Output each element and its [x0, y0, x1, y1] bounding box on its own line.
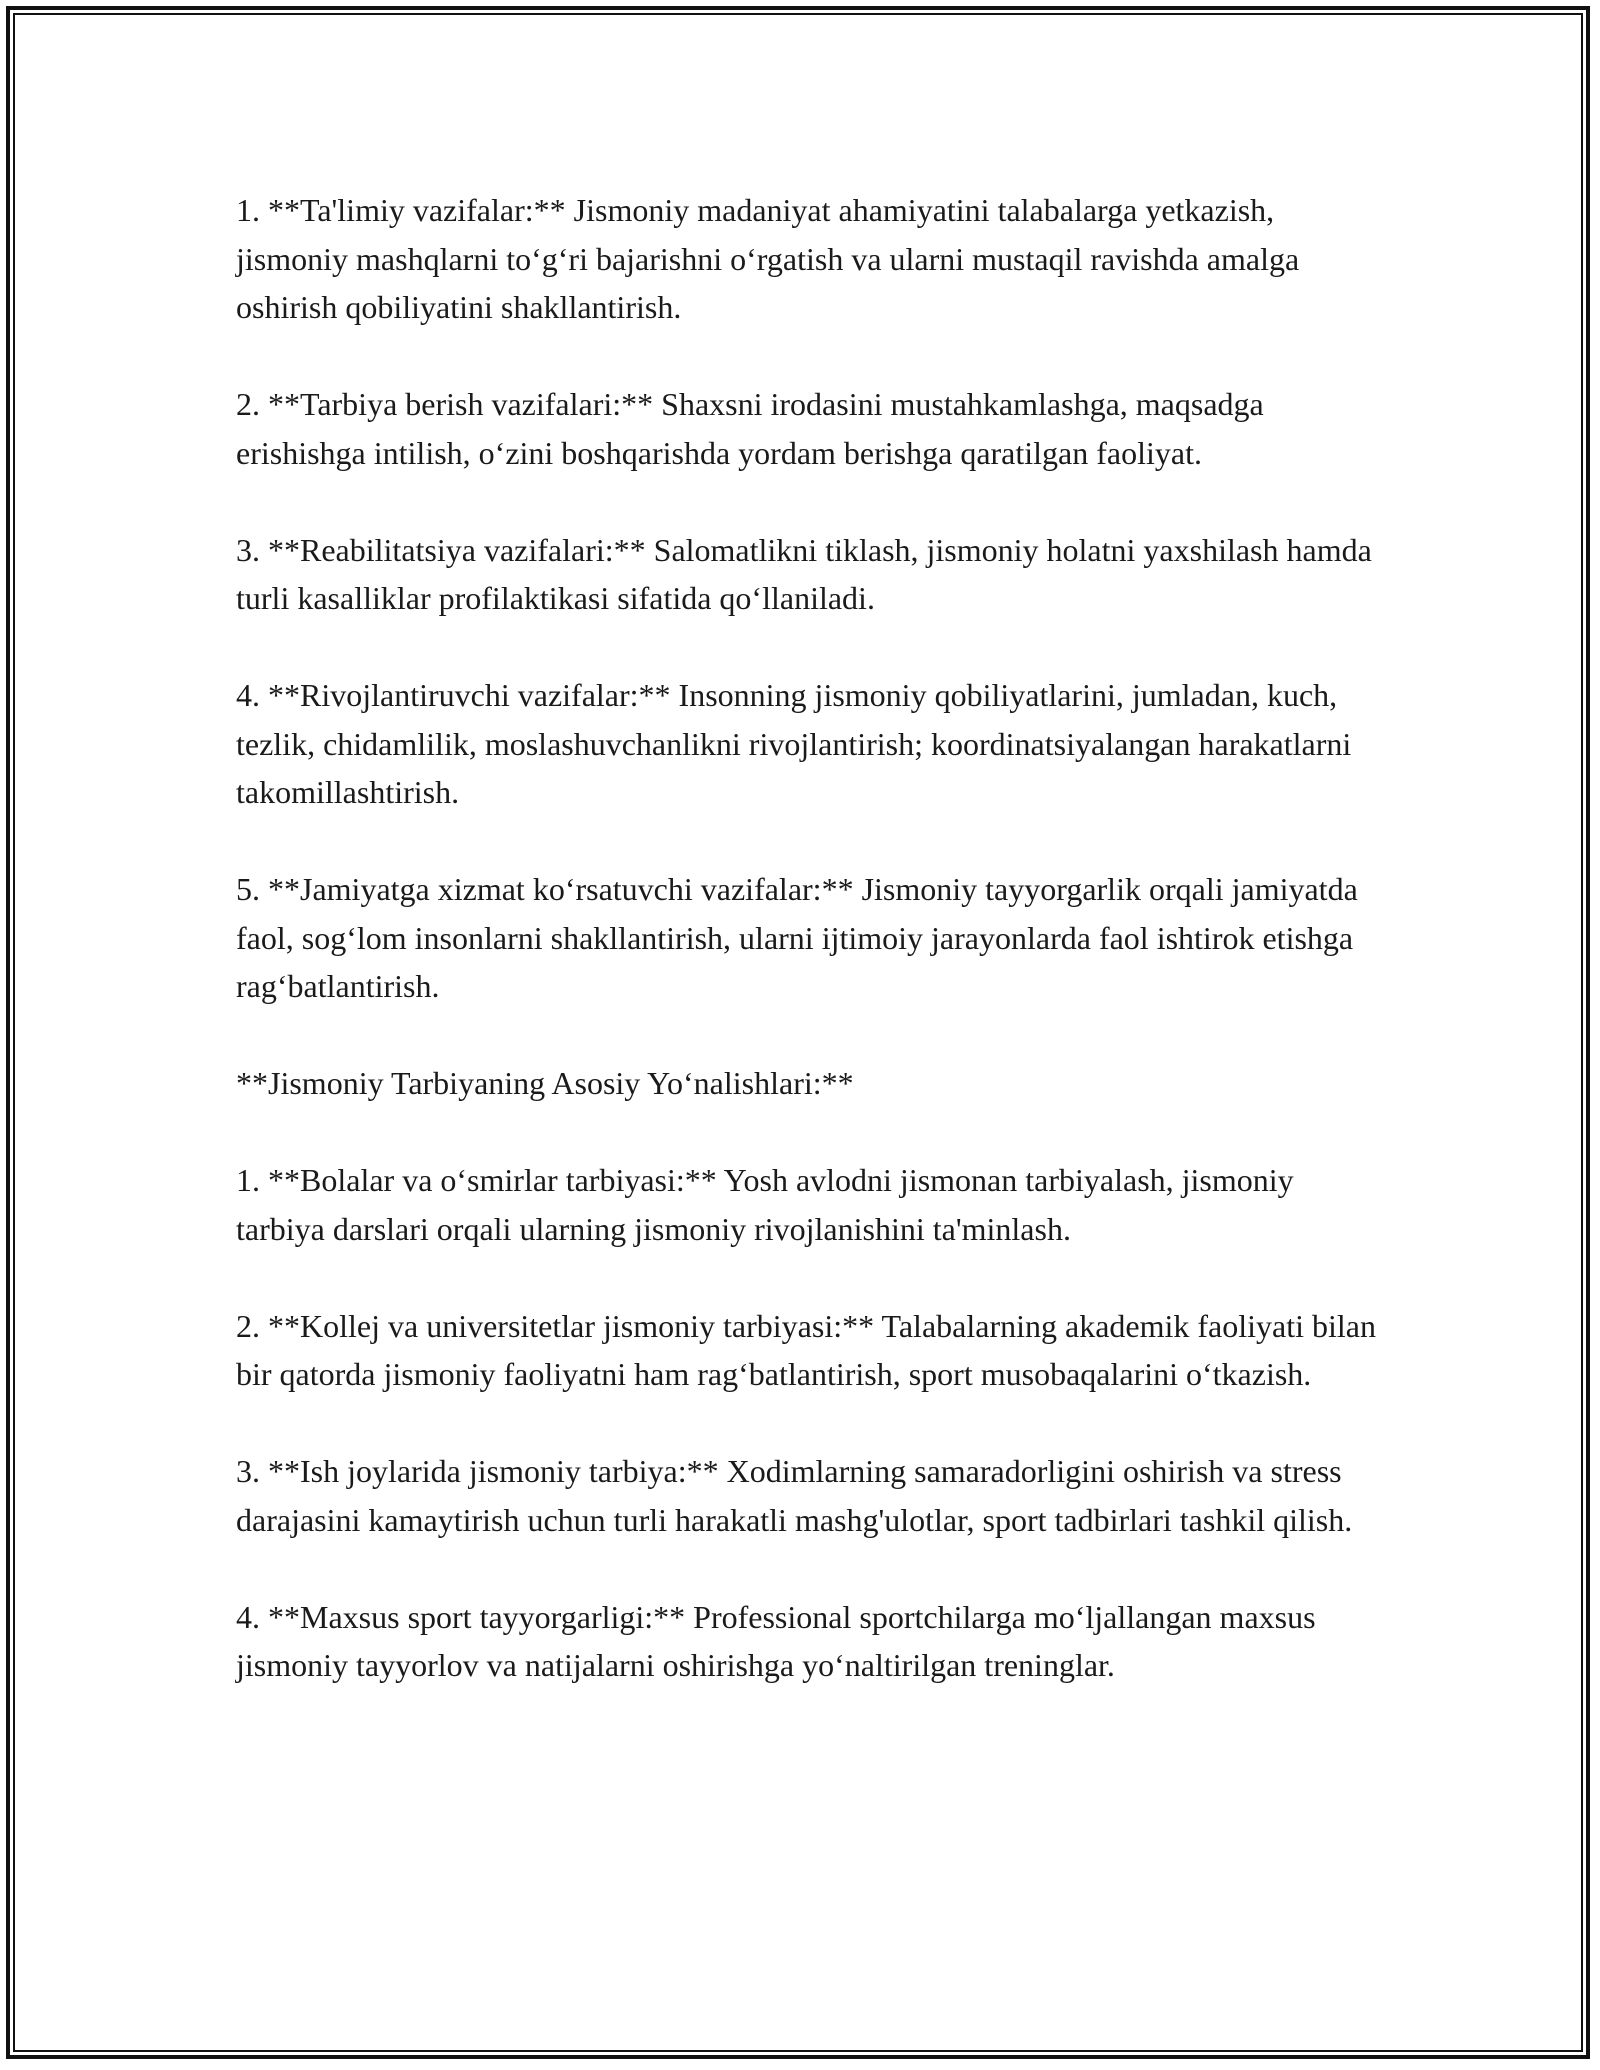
paragraph-talimiy-vazifalar: 1. **Ta'limiy vazifalar:** Jismoniy madaniyat ahamiyatini talabalarga yetkazish, jismoniy mashqlarni to‘g‘ri bajarishni o‘rgatish va ularni mustaqil ravishda amalga oshirish qobiliyatini shakllantirish. — [236, 192, 1300, 325]
paragraph-jamiyatga-xizmat-vazifalar: 5. **Jamiyatga xizmat ko‘rsatuvchi vazifalar:** Jismoniy tayyorgarlik orqali jamiyatda faol, sog‘lom insonlarni shakllantirish, ularni ijtimoiy jarayonlarda faol ishtirok etishga rag‘batlantirish. — [236, 871, 1358, 1004]
paragraph-maxsus-sport: 4. **Maxsus sport tayyorgarligi:** Professional sportchilarga mo‘ljallangan maxsus jismoniy tayyorlov va natijalarni oshirishga yo‘naltirilgan treninglar. — [236, 1598, 1316, 1683]
paragraph-kollej-va-universitetlar: 2. **Kollej va universitetlar jismoniy tarbiyasi:** Talabalarning akademik faoliyati bilan bir qatorda jismoniy faoliyatni ham rag‘batlantirish, sport musobaqalarini o‘tkazish. — [236, 1307, 1376, 1392]
paragraph-bolalar-va-osmirlar: 1. **Bolalar va o‘smirlar tarbiyasi:** Yosh avlodni jismonan tarbiyalash, jismoniy tarbiya darslari orqali ularning jismoniy rivojlanishini ta'minlash. — [236, 1162, 1294, 1247]
paragraph-ish-joylarida: 3. **Ish joylarida jismoniy tarbiya:** Xodimlarning samaradorligini oshirish va stress darajasini kamaytirish uchun turli harakatli mashg'ulotlar, sport tadbirlari tashkil qilish. — [236, 1453, 1353, 1538]
section-heading-asosiy-yonalishlar: **Jismoniy Tarbiyaning Asosiy Yo‘nalishlari:** — [236, 1065, 854, 1101]
document-body — [236, 186, 1386, 1690]
paragraph-reabilitatsiya-vazifalari: 3. **Reabilitatsiya vazifalari:** Salomatlikni tiklash, jismoniy holatni yaxshilash hamda turli kasalliklar profilaktikasi sifatida qo‘llaniladi. — [236, 531, 1372, 616]
paragraph-rivojlantiruvchi-vazifalar: 4. **Rivojlantiruvchi vazifalar:** Insonning jismoniy qobiliyatlarini, jumladan, kuch, tezlik, chidamlilik, moslashuvchanlikni rivojlantirish; koordinatsiyalangan harakatlarni takomillashtirish. — [236, 677, 1352, 810]
paragraph-tarbiya-berish-vazifalari: 2. **Tarbiya berish vazifalari:** Shaxsni irodasini mustahkamlashga, maqsadga erishishga intilish, o‘zini boshqarishda yordam berishga qaratilgan faoliyat. — [236, 386, 1264, 471]
